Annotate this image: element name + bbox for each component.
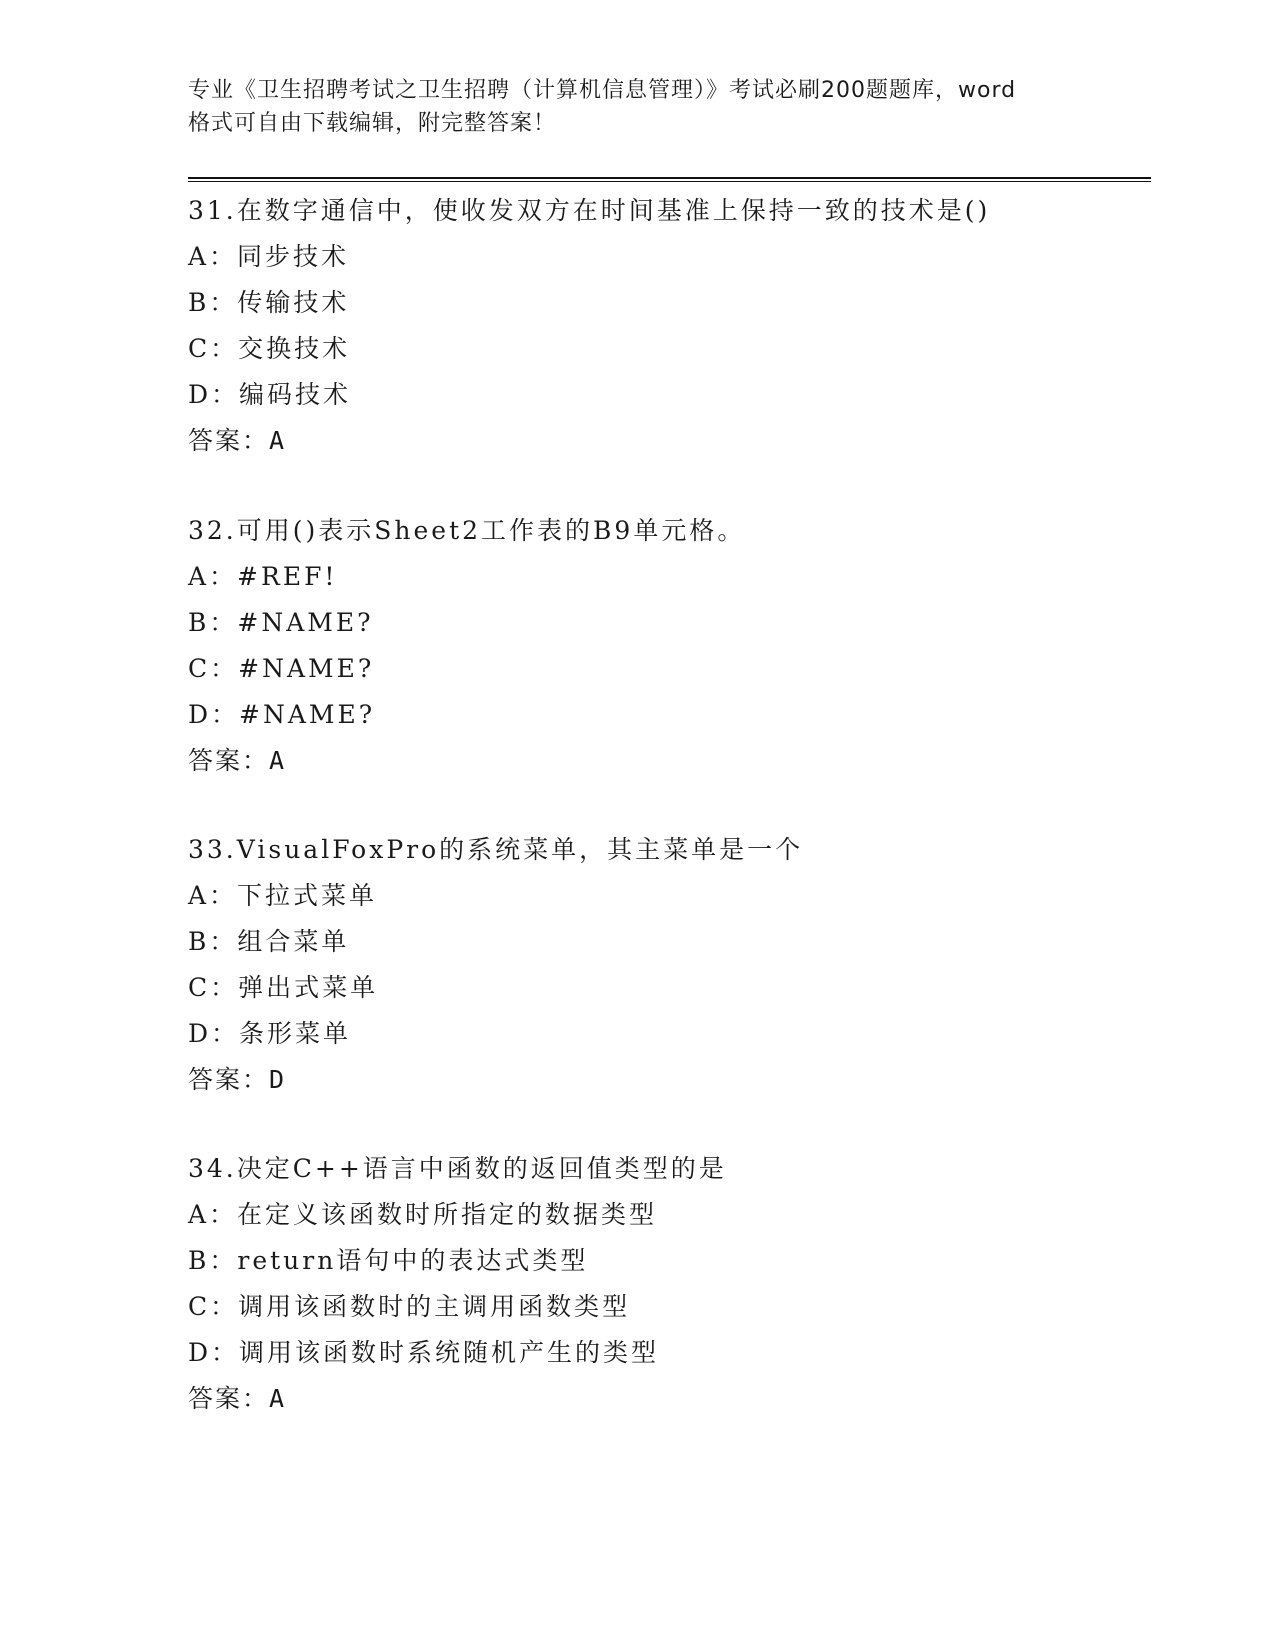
header-divider bbox=[188, 177, 1151, 182]
option-d: D：条形菜单 bbox=[188, 1019, 352, 1048]
answer-value: A bbox=[269, 426, 287, 455]
header-line-1: 专业《卫生招聘考试之卫生招聘（计算机信息管理）》考试必刷200题题库，word bbox=[188, 78, 1017, 103]
answer-label: 答案： bbox=[188, 426, 270, 455]
question-stem: 31.在数字通信中，使收发双方在时间基准上保持一致的技术是() bbox=[188, 196, 991, 225]
answer-value: A bbox=[269, 1384, 287, 1413]
answer-label: 答案： bbox=[188, 746, 270, 775]
answer-label: 答案： bbox=[188, 1384, 270, 1413]
option-d: D：调用该函数时系统随机产生的类型 bbox=[188, 1338, 660, 1367]
answer-line bbox=[188, 1057, 1148, 1103]
answer-value: A bbox=[269, 746, 287, 775]
option-c: C：弹出式菜单 bbox=[188, 973, 379, 1002]
option-a: A：下拉式菜单 bbox=[188, 881, 378, 910]
option-a: A：#REF! bbox=[188, 562, 338, 591]
option-b: B：#NAME? bbox=[188, 608, 374, 637]
header-line-2: 格式可自由下载编辑，附完整答案！ bbox=[188, 111, 557, 136]
question-block bbox=[188, 188, 1148, 464]
option-a: A：同步技术 bbox=[188, 242, 350, 271]
question-stem: 32.可用()表示Sheet2工作表的B9单元格。 bbox=[188, 516, 746, 545]
answer-line bbox=[188, 418, 1148, 464]
question-stem: 33.VisualFoxPro的系统菜单，其主菜单是一个 bbox=[188, 835, 804, 864]
answer-value: D bbox=[269, 1065, 287, 1094]
document-header bbox=[188, 74, 1088, 140]
question-block bbox=[188, 508, 1148, 784]
question-block bbox=[188, 1146, 1148, 1422]
option-b: B：组合菜单 bbox=[188, 927, 350, 956]
option-c: C：#NAME? bbox=[188, 654, 375, 683]
question-stem: 34.决定C++语言中函数的返回值类型的是 bbox=[188, 1154, 727, 1183]
option-b: B：传输技术 bbox=[188, 288, 350, 317]
option-a: A：在定义该函数时所指定的数据类型 bbox=[188, 1200, 658, 1229]
option-b: B：return语句中的表达式类型 bbox=[188, 1246, 589, 1275]
answer-line bbox=[188, 1376, 1148, 1422]
answer-label: 答案： bbox=[188, 1065, 270, 1094]
option-c: C：调用该函数时的主调用函数类型 bbox=[188, 1292, 631, 1321]
answer-line bbox=[188, 738, 1148, 784]
question-block bbox=[188, 827, 1148, 1103]
option-d: D：#NAME? bbox=[188, 700, 376, 729]
option-d: D：编码技术 bbox=[188, 380, 352, 409]
option-c: C：交换技术 bbox=[188, 334, 351, 363]
